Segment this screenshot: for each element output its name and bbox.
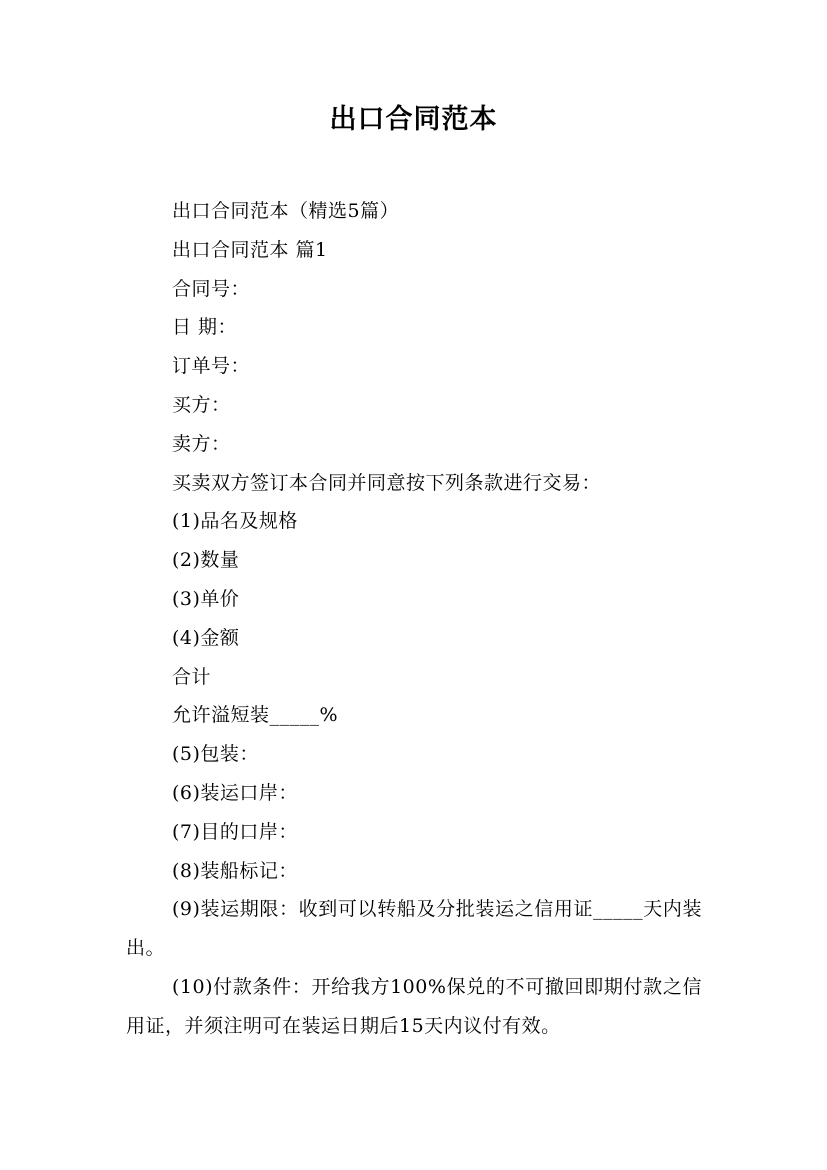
overflow-clause-blank: _____ (269, 704, 320, 727)
clause-destination-port: (7)目的口岸： (172, 820, 298, 843)
buyer-label: 买方： (172, 393, 231, 416)
document-body (126, 192, 702, 1046)
section-heading: 出口合同范本 篇1 (172, 238, 328, 261)
subtitle-line: 出口合同范本（精选5篇） (172, 200, 400, 222)
clause-payment-terms: (10)付款条件：开给我方100%保兑的不可撤回即期付款之信用证，并须注明可在装运日期后15天内议付有效。 (126, 975, 702, 1037)
overflow-clause-suffix: % (319, 704, 339, 727)
shipment-clause-suffix: 天内装出。 (126, 898, 702, 960)
clause-loading-port: (6)装运口岸： (172, 781, 298, 804)
clause-product-spec: (1)品名及规格 (172, 510, 298, 533)
contract-number-label: 合同号： (172, 277, 251, 300)
clause-shipment-period (126, 890, 702, 968)
clause-amount: (4)金额 (172, 626, 240, 649)
total-label: 合计 (172, 665, 212, 688)
date-label: 日 期： (172, 316, 238, 339)
overflow-clause-prefix: 允许溢短装 (172, 704, 270, 727)
agreement-statement: 买卖双方签订本合同并同意按下列条款进行交易： (172, 471, 602, 494)
seller-label: 卖方： (172, 432, 231, 455)
shipment-clause-prefix: (9)装运期限：收到可以转船及分批装运之信用证 (172, 898, 594, 921)
shipment-clause-blank: _____ (593, 898, 644, 921)
clause-packing: (5)包装： (172, 743, 259, 766)
document-title: 出口合同范本 (329, 104, 498, 135)
order-number-label: 订单号： (172, 355, 251, 378)
clause-shipping-marks: (8)装船标记： (172, 859, 298, 882)
overflow-clause (126, 696, 702, 735)
clause-quantity: (2)数量 (172, 549, 240, 572)
clause-unit-price: (3)单价 (172, 587, 240, 610)
